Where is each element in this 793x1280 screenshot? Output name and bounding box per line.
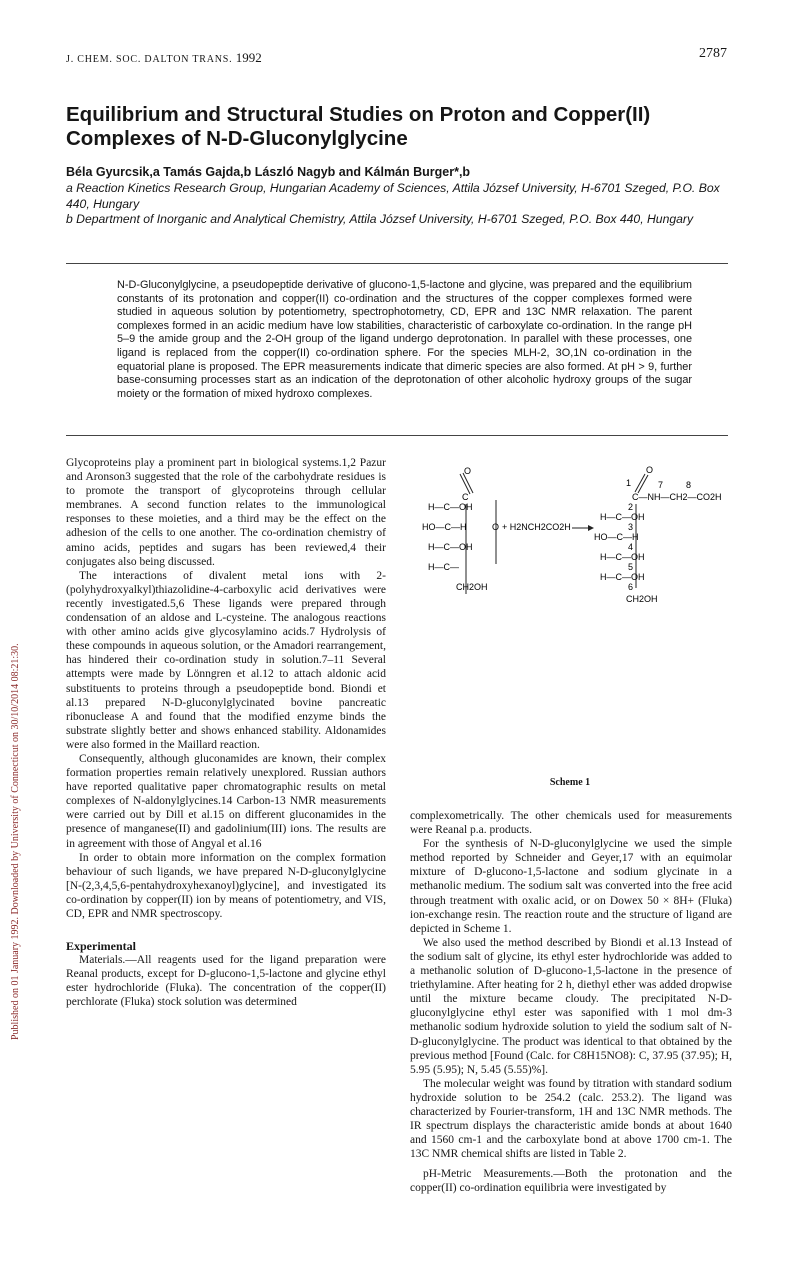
left-column [66,456,386,1010]
scheme-right-group: CH2OH [626,594,658,604]
oxygen-left: O [464,466,472,476]
scheme-left-group: H—C—OH [428,502,473,512]
intro-paragraph: The interactions of divalent metal ions with 2-(polyhydroxyalkyl)thiazolidine-4-carboxylic acid derivatives were recently investigated.5,6 These ligands were prepared through condensation of an aldose and L-cysteine. The analogous reactions with other amino acids give glycosylamino acids.7 Hydrolysis of these compounds in aqueous solution, or the Amadori rearrangement, has hindered their co-ordination study in solution.7–11 Several attempts were made by Lönngren et al.12 to attach aldonic acid substituents to proteins through a pseudopeptide bond. Biondi et al.13 prepared N-D-gluconylglycinated bovine pancreatic ribonuclease A and found that the modified enzyme binds the substrate slightly better and shows enhanced stability. Aldonamides were also formed in the Maillard reaction. [66,569,386,751]
abstract-bottom-rule [66,435,728,436]
journal-name: J. CHEM. SOC. DALTON TRANS. [66,54,233,65]
title-line-1: Equilibrium and Structural Studies on Proton and Copper(II) [66,103,651,126]
body-paragraph: complexometrically. The other chemicals used for measurements were Reanal p.a. products. [410,810,732,837]
section-heading-experimental: Experimental [66,939,136,954]
scheme-1-diagram [410,449,732,809]
author-list: Béla Gyurcsik,a Tamás Gajda,b László Nagyb and Kálmán Burger*,b [66,165,471,179]
body-paragraph: For the synthesis of N-D-gluconylglycine we used the simple method reported by Schneider and Geyer,17 with an equimolar mixture of D-glucono-1,5-lactone and sodium glycinate in a methanolic medium. The sodium salt was converted into the free acid through treatment with oxalic acid, or on Dowex 50 × 8H+ (Fluka) ion-exchange resin. The reaction route and the structure of ligand are depicted in Scheme 1. [410,838,732,935]
scheme-right-group: C—NH—CH2—CO2H [632,492,722,502]
ring-oxygen: O [492,522,500,532]
body-paragraph: We also used the method described by Biondi et al.13 Instead of the sodium salt of glycine, its ethyl ester hydrochloride was added to a methanolic solution of D-glucono-1,5-lactone in the presence of triethylamine. After heating for 2 h, diethyl ether was added dropwise until the mixture became cloudy. The precipitated N-D-gluconylglycine ethyl ester was saponified with 1 mol dm-3 methanolic sodium hydroxide solution to yield the sodium salt of N-D-gluconylglycine. The product was identical to that obtained by the previous method [Found (Calc. for C8H15NO8): C, 37.95 (37.95); H, 5.95 (5.95); N, 5.45 (5.55)%]. [410,936,732,1076]
scheme-right-group: HO—C—H [594,532,639,542]
body-paragraph: The molecular weight was found by titration with standard sodium hydroxide solution to be 254.2 (calc. 253.2). The ligand was characterized by Fourier-transform, 1H and 13C NMR methods. The IR spectrum displays the characteristic amide bonds at about 1640 and 1560 cm-1 and the carboxylate bond at above 1700 cm-1. The 13C NMR chemical shifts are listed in Table 2. [410,1077,732,1161]
journal-year: 1992 [235,50,262,65]
scheme-left-group: HO—C—H [422,522,467,532]
affiliation-b: b Department of Inorganic and Analytical Chemistry, Attila József University, H-6701 Szeged, P.O. Box 440, Hungary [66,212,694,226]
abstract: N-D-Gluconylglycine, a pseudopeptide derivative of glucono-1,5-lactone and glycine, was prepared and the equilibrium constants of its protonation and copper(II) co-ordination and the structures of the copper complexes formed were studied in aqueous solution by potentiometry, spectrophotometry, CD, EPR and 13C NMR relaxation. The parent complexes formed in an acidic medium have low stabilities, characteristic of carboxylate co-ordination. In the range pH 5–9 the amide group and the 2-OH group of the ligand undergo deprotonation. In parallel with these processes, one ligand is replaced from the copper(II) co-ordination sphere. For the species MLH-2, 3O,1N co-ordination in the equatorial plane is proposed. The EPR measurements indicate that dimeric species are also formed. At pH > 9, further base-consuming processes start as an indication of the deprotonation of other alcoholic hydroxy groups of the sugar moiety or the formation of mixed hydroxo complexes. [117,279,692,400]
title-line-2: Complexes of N-D-Gluconylglycine [66,127,408,150]
body-paragraph: pH-Metric Measurements.—Both the protonation and the copper(II) co-ordination equilibria were investigated by [410,1168,732,1195]
intro-paragraph: Consequently, although gluconamides are known, their complex formation properties remain relatively unexplored. Russian authors have reported qualitative paper chromatographic results on metal complexes of N-aldonylglycines.14 Carbon-13 NMR measurements were carried out by Dill et al.15 on different gluconamides in the presence of manganese(II) and gadolinium(III) ions. The results are in agreement with those of Angyal et al.16 [66,752,386,850]
scheme-caption: Scheme 1 [549,777,591,788]
running-head [66,50,726,66]
download-notice-text: Published on 01 January 1992. Downloaded by University of Connecticut on 30/10/2014 08:21:30. [10,643,21,1040]
carbon-number: 3 [628,522,634,532]
carbon-number: 8 [686,480,692,490]
scheme-right-group: H—C—OH [600,512,645,522]
scheme-right-group: H—C—OH [600,572,645,582]
reaction-arrowhead [588,525,594,531]
carbon-number: 4 [628,542,634,552]
affiliation-a: a Reaction Kinetics Research Group, Hungarian Academy of Sciences, Attila József University, H-6701 Szeged, P.O. Box 440, Hungary [66,181,720,211]
scheme-left-group: H—C—OH [428,542,473,552]
carbon-number: 2 [628,502,634,512]
scheme-right-group: H—C—OH [600,552,645,562]
scheme-left-group: CH2OH [456,582,488,592]
right-column [410,809,732,1196]
materials-paragraph: Materials.—All reagents used for the ligand preparation were Reanal products, except for D-glucono-1,5-lactone and glycine ethyl ester hydrochloride (Fluka). The concentration of the copper(II) perchlorate (Fluka) stock solution was determined [66,954,386,1009]
scheme-reagent: + H2NCH2CO2H [502,522,571,532]
carbon-number: 7 [658,480,664,490]
oxygen-right: O [646,465,654,475]
carbon-number: 1 [626,478,632,488]
download-notice [10,643,24,1280]
carbon-number: 5 [628,562,634,572]
scheme-left-group: H—C— [428,562,459,572]
intro-paragraph: Glycoproteins play a prominent part in biological systems.1,2 Pazur and Aronson3 suggested that the role of the carbohydrate residues is to promote the transport of glycoproteins through cellular membranes. A second function relates to the immunological responses to these moieties, and a third may be the effect on the adhesion of the cells to one another. The co-ordination chemistry of amino acids, peptides and sugars has been reviewed,4 their conjugates also being discussed. [66,457,386,568]
abstract-top-rule [66,263,728,264]
page-number: 2787 [699,46,727,61]
carbon-1-left: C [462,492,469,502]
article-title [66,103,746,151]
intro-paragraph: In order to obtain more information on the complex formation behaviour of such ligands, we have prepared N-D-gluconylglycine [N-(2,3,4,5,6-pentahydroxyhexanoyl)glycine], and investigated its co-ordination by copper(II) ion by means of potentiometry, and VIS, CD, EPR and NMR spectroscopy. [66,851,386,920]
carbon-number: 6 [628,582,634,592]
